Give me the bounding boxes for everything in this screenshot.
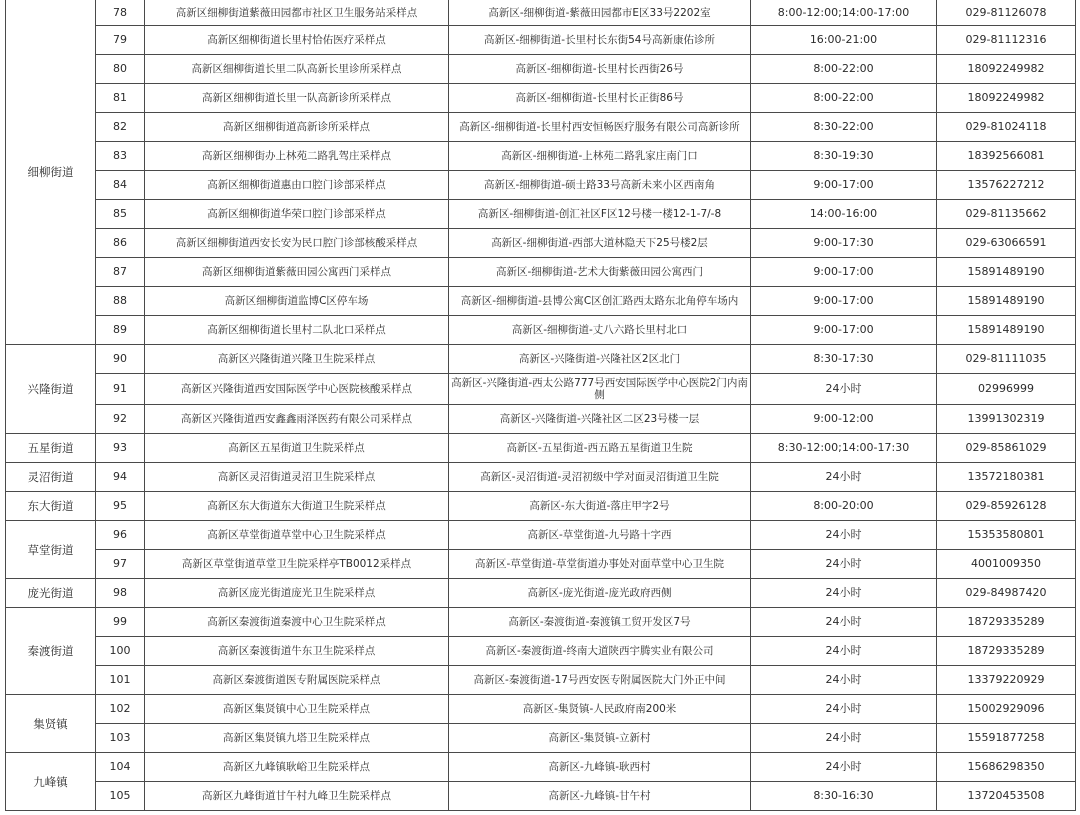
street-name-cell: 庞光街道 bbox=[6, 579, 96, 608]
site-name-cell: 高新区兴隆街道西安国际医学中心医院核酸采样点 bbox=[145, 374, 449, 405]
hours-cell: 8:00-12:00;14:00-17:00 bbox=[751, 0, 937, 26]
hours-cell: 24小时 bbox=[751, 374, 937, 405]
address-cell: 高新区-集贤镇-人民政府南200米 bbox=[449, 695, 751, 724]
table-row bbox=[6, 171, 1076, 200]
address-cell: 高新区-秦渡街道-秦渡镇工贸开发区7号 bbox=[449, 608, 751, 637]
table-row bbox=[6, 434, 1076, 463]
table-row bbox=[6, 753, 1076, 782]
table-row bbox=[6, 113, 1076, 142]
hours-cell: 9:00-17:00 bbox=[751, 258, 937, 287]
table-row bbox=[6, 229, 1076, 258]
phone-cell: 18092249982 bbox=[937, 55, 1076, 84]
phone-cell: 15891489190 bbox=[937, 258, 1076, 287]
site-name-cell: 高新区细柳街道监博C区停车场 bbox=[145, 287, 449, 316]
site-name-cell: 高新区九峰街道甘午村九峰卫生院采样点 bbox=[145, 782, 449, 811]
site-name-cell: 高新区集贤镇中心卫生院采样点 bbox=[145, 695, 449, 724]
address-cell: 高新区-细柳街道-上林苑二路乳家庄南门口 bbox=[449, 142, 751, 171]
hours-cell: 16:00-21:00 bbox=[751, 26, 937, 55]
row-number-cell: 86 bbox=[96, 229, 145, 258]
site-name-cell: 高新区细柳街道华荣口腔门诊部采样点 bbox=[145, 200, 449, 229]
phone-cell: 15686298350 bbox=[937, 753, 1076, 782]
phone-cell: 4001009350 bbox=[937, 550, 1076, 579]
site-name-cell: 高新区细柳街道紫薇田园都市社区卫生服务站采样点 bbox=[145, 0, 449, 26]
address-cell: 高新区-兴隆街道-兴隆社区二区23号楼一层 bbox=[449, 405, 751, 434]
address-cell: 高新区-九峰镇-耿西村 bbox=[449, 753, 751, 782]
phone-cell: 18392566081 bbox=[937, 142, 1076, 171]
table-row bbox=[6, 287, 1076, 316]
phone-cell: 13576227212 bbox=[937, 171, 1076, 200]
address-cell: 高新区-细柳街道-艺术大街紫薇田园公寓西门 bbox=[449, 258, 751, 287]
row-number-cell: 102 bbox=[96, 695, 145, 724]
row-number-cell: 93 bbox=[96, 434, 145, 463]
table-body bbox=[6, 0, 1076, 811]
phone-cell: 18729335289 bbox=[937, 637, 1076, 666]
sampling-sites-table bbox=[5, 0, 1076, 811]
table-row bbox=[6, 345, 1076, 374]
table-row bbox=[6, 258, 1076, 287]
row-number-cell: 88 bbox=[96, 287, 145, 316]
site-name-cell: 高新区东大街道东大街道卫生院采样点 bbox=[145, 492, 449, 521]
row-number-cell: 84 bbox=[96, 171, 145, 200]
hours-cell: 24小时 bbox=[751, 666, 937, 695]
row-number-cell: 94 bbox=[96, 463, 145, 492]
table-row bbox=[6, 200, 1076, 229]
phone-cell: 15891489190 bbox=[937, 287, 1076, 316]
hours-cell: 24小时 bbox=[751, 463, 937, 492]
street-name-cell: 九峰镇 bbox=[6, 753, 96, 811]
hours-cell: 24小时 bbox=[751, 579, 937, 608]
row-number-cell: 103 bbox=[96, 724, 145, 753]
row-number-cell: 78 bbox=[96, 0, 145, 26]
sampling-sites-table-page bbox=[5, 0, 1075, 815]
address-cell: 高新区-草堂街道-九号路十字西 bbox=[449, 521, 751, 550]
street-name-cell: 东大街道 bbox=[6, 492, 96, 521]
row-number-cell: 96 bbox=[96, 521, 145, 550]
row-number-cell: 100 bbox=[96, 637, 145, 666]
phone-cell: 18092249982 bbox=[937, 84, 1076, 113]
table-row bbox=[6, 26, 1076, 55]
phone-cell: 15591877258 bbox=[937, 724, 1076, 753]
phone-cell: 13572180381 bbox=[937, 463, 1076, 492]
site-name-cell: 高新区庞光街道庞光卫生院采样点 bbox=[145, 579, 449, 608]
address-cell: 高新区-灵沼街道-灵沼初级中学对面灵沼街道卫生院 bbox=[449, 463, 751, 492]
hours-cell: 24小时 bbox=[751, 608, 937, 637]
address-cell: 高新区-东大街道-落庄甲字2号 bbox=[449, 492, 751, 521]
site-name-cell: 高新区细柳街道长里二队高新长里诊所采样点 bbox=[145, 55, 449, 84]
address-cell: 高新区-细柳街道-硕士路33号高新未来小区西南角 bbox=[449, 171, 751, 200]
phone-cell: 029-85926128 bbox=[937, 492, 1076, 521]
phone-cell: 13720453508 bbox=[937, 782, 1076, 811]
hours-cell: 9:00-12:00 bbox=[751, 405, 937, 434]
table-row bbox=[6, 579, 1076, 608]
row-number-cell: 81 bbox=[96, 84, 145, 113]
site-name-cell: 高新区兴隆街道西安鑫鑫雨泽医药有限公司采样点 bbox=[145, 405, 449, 434]
hours-cell: 8:30-19:30 bbox=[751, 142, 937, 171]
phone-cell: 029-81111035 bbox=[937, 345, 1076, 374]
table-row bbox=[6, 637, 1076, 666]
phone-cell: 15891489190 bbox=[937, 316, 1076, 345]
hours-cell: 9:00-17:00 bbox=[751, 171, 937, 200]
hours-cell: 8:00-22:00 bbox=[751, 55, 937, 84]
phone-cell: 02996999 bbox=[937, 374, 1076, 405]
address-cell: 高新区-五星街道-西五路五星街道卫生院 bbox=[449, 434, 751, 463]
row-number-cell: 104 bbox=[96, 753, 145, 782]
site-name-cell: 高新区细柳街道紫薇田园公寓西门采样点 bbox=[145, 258, 449, 287]
phone-cell: 029-85861029 bbox=[937, 434, 1076, 463]
hours-cell: 8:00-20:00 bbox=[751, 492, 937, 521]
address-cell: 高新区-细柳街道-紫薇田园都市E区33号2202室 bbox=[449, 0, 751, 26]
hours-cell: 24小时 bbox=[751, 550, 937, 579]
hours-cell: 9:00-17:00 bbox=[751, 287, 937, 316]
hours-cell: 8:30-17:30 bbox=[751, 345, 937, 374]
hours-cell: 8:30-22:00 bbox=[751, 113, 937, 142]
site-name-cell: 高新区五星街道卫生院采样点 bbox=[145, 434, 449, 463]
phone-cell: 18729335289 bbox=[937, 608, 1076, 637]
row-number-cell: 99 bbox=[96, 608, 145, 637]
hours-cell: 8:30-16:30 bbox=[751, 782, 937, 811]
address-cell: 高新区-兴隆街道-西太公路777号西安国际医学中心医院2门内南侧 bbox=[449, 374, 751, 405]
hours-cell: 14:00-16:00 bbox=[751, 200, 937, 229]
site-name-cell: 高新区秦渡街道牛东卫生院采样点 bbox=[145, 637, 449, 666]
phone-cell: 15353580801 bbox=[937, 521, 1076, 550]
address-cell: 高新区-细柳街道-县博公寓C区创汇路西太路东北角停车场内 bbox=[449, 287, 751, 316]
address-cell: 高新区-九峰镇-甘午村 bbox=[449, 782, 751, 811]
address-cell: 高新区-细柳街道-创汇社区F区12号楼一楼12-1-7/-8 bbox=[449, 200, 751, 229]
site-name-cell: 高新区灵沼街道灵沼卫生院采样点 bbox=[145, 463, 449, 492]
address-cell: 高新区-秦渡街道-终南大道陕西宇腾实业有限公司 bbox=[449, 637, 751, 666]
site-name-cell: 高新区细柳街道高新诊所采样点 bbox=[145, 113, 449, 142]
hours-cell: 9:00-17:30 bbox=[751, 229, 937, 258]
phone-cell: 029-63066591 bbox=[937, 229, 1076, 258]
street-name-cell: 草堂街道 bbox=[6, 521, 96, 579]
row-number-cell: 85 bbox=[96, 200, 145, 229]
phone-cell: 029-81112316 bbox=[937, 26, 1076, 55]
table-row bbox=[6, 666, 1076, 695]
phone-cell: 15002929096 bbox=[937, 695, 1076, 724]
table-row bbox=[6, 463, 1076, 492]
phone-cell: 13991302319 bbox=[937, 405, 1076, 434]
row-number-cell: 87 bbox=[96, 258, 145, 287]
address-cell: 高新区-秦渡街道-17号西安医专附属医院大门外正中间 bbox=[449, 666, 751, 695]
phone-cell: 029-84987420 bbox=[937, 579, 1076, 608]
hours-cell: 24小时 bbox=[751, 637, 937, 666]
phone-cell: 029-81135662 bbox=[937, 200, 1076, 229]
table-row bbox=[6, 0, 1076, 26]
hours-cell: 24小时 bbox=[751, 753, 937, 782]
row-number-cell: 91 bbox=[96, 374, 145, 405]
site-name-cell: 高新区草堂街道草堂卫生院采样亭TB0012采样点 bbox=[145, 550, 449, 579]
address-cell: 高新区-细柳街道-长里村长正街86号 bbox=[449, 84, 751, 113]
site-name-cell: 高新区细柳街道长里村二队北口采样点 bbox=[145, 316, 449, 345]
address-cell: 高新区-庞光街道-庞光政府西侧 bbox=[449, 579, 751, 608]
address-cell: 高新区-集贤镇-立新村 bbox=[449, 724, 751, 753]
row-number-cell: 80 bbox=[96, 55, 145, 84]
table-row bbox=[6, 724, 1076, 753]
site-name-cell: 高新区秦渡街道医专附属医院采样点 bbox=[145, 666, 449, 695]
site-name-cell: 高新区集贤镇九塔卫生院采样点 bbox=[145, 724, 449, 753]
table-row bbox=[6, 492, 1076, 521]
row-number-cell: 101 bbox=[96, 666, 145, 695]
address-cell: 高新区-细柳街道-丈八六路长里村北口 bbox=[449, 316, 751, 345]
table-row bbox=[6, 782, 1076, 811]
phone-cell: 029-81024118 bbox=[937, 113, 1076, 142]
row-number-cell: 92 bbox=[96, 405, 145, 434]
row-number-cell: 105 bbox=[96, 782, 145, 811]
street-name-cell: 灵沼街道 bbox=[6, 463, 96, 492]
address-cell: 高新区-兴隆街道-兴隆社区2区北门 bbox=[449, 345, 751, 374]
site-name-cell: 高新区九峰镇耿峪卫生院采样点 bbox=[145, 753, 449, 782]
site-name-cell: 高新区细柳街道西安长安为民口腔门诊部核酸采样点 bbox=[145, 229, 449, 258]
street-name-cell: 五星街道 bbox=[6, 434, 96, 463]
hours-cell: 24小时 bbox=[751, 724, 937, 753]
site-name-cell: 高新区细柳街办上林苑二路乳驾庄采样点 bbox=[145, 142, 449, 171]
site-name-cell: 高新区秦渡街道秦渡中心卫生院采样点 bbox=[145, 608, 449, 637]
phone-cell: 13379220929 bbox=[937, 666, 1076, 695]
address-cell: 高新区-细柳街道-长里村西安恒畅医疗服务有限公司高新诊所 bbox=[449, 113, 751, 142]
hours-cell: 8:00-22:00 bbox=[751, 84, 937, 113]
row-number-cell: 95 bbox=[96, 492, 145, 521]
table-row bbox=[6, 608, 1076, 637]
table-row bbox=[6, 55, 1076, 84]
row-number-cell: 90 bbox=[96, 345, 145, 374]
table-row bbox=[6, 550, 1076, 579]
hours-cell: 9:00-17:00 bbox=[751, 316, 937, 345]
address-cell: 高新区-细柳街道-西部大道林隐天下25号楼2层 bbox=[449, 229, 751, 258]
address-cell: 高新区-细柳街道-长里村长西街26号 bbox=[449, 55, 751, 84]
table-row bbox=[6, 374, 1076, 405]
row-number-cell: 89 bbox=[96, 316, 145, 345]
site-name-cell: 高新区草堂街道草堂中心卫生院采样点 bbox=[145, 521, 449, 550]
street-name-cell: 秦渡街道 bbox=[6, 608, 96, 695]
table-row bbox=[6, 316, 1076, 345]
row-number-cell: 97 bbox=[96, 550, 145, 579]
row-number-cell: 82 bbox=[96, 113, 145, 142]
row-number-cell: 83 bbox=[96, 142, 145, 171]
table-row bbox=[6, 521, 1076, 550]
street-name-cell: 兴隆街道 bbox=[6, 345, 96, 434]
site-name-cell: 高新区细柳街道长里村恰佑医疗采样点 bbox=[145, 26, 449, 55]
row-number-cell: 98 bbox=[96, 579, 145, 608]
street-name-cell: 细柳街道 bbox=[6, 0, 96, 345]
address-cell: 高新区-细柳街道-长里村长东街54号高新康佑诊所 bbox=[449, 26, 751, 55]
address-cell: 高新区-草堂街道-草堂街道办事处对面草堂中心卫生院 bbox=[449, 550, 751, 579]
row-number-cell: 79 bbox=[96, 26, 145, 55]
table-row bbox=[6, 84, 1076, 113]
phone-cell: 029-81126078 bbox=[937, 0, 1076, 26]
site-name-cell: 高新区细柳街道惠由口腔门诊部采样点 bbox=[145, 171, 449, 200]
hours-cell: 24小时 bbox=[751, 521, 937, 550]
hours-cell: 24小时 bbox=[751, 695, 937, 724]
site-name-cell: 高新区兴隆街道兴隆卫生院采样点 bbox=[145, 345, 449, 374]
street-name-cell: 集贤镇 bbox=[6, 695, 96, 753]
hours-cell: 8:30-12:00;14:00-17:30 bbox=[751, 434, 937, 463]
table-row bbox=[6, 405, 1076, 434]
site-name-cell: 高新区细柳街道长里一队高新诊所采样点 bbox=[145, 84, 449, 113]
table-row bbox=[6, 695, 1076, 724]
table-row bbox=[6, 142, 1076, 171]
